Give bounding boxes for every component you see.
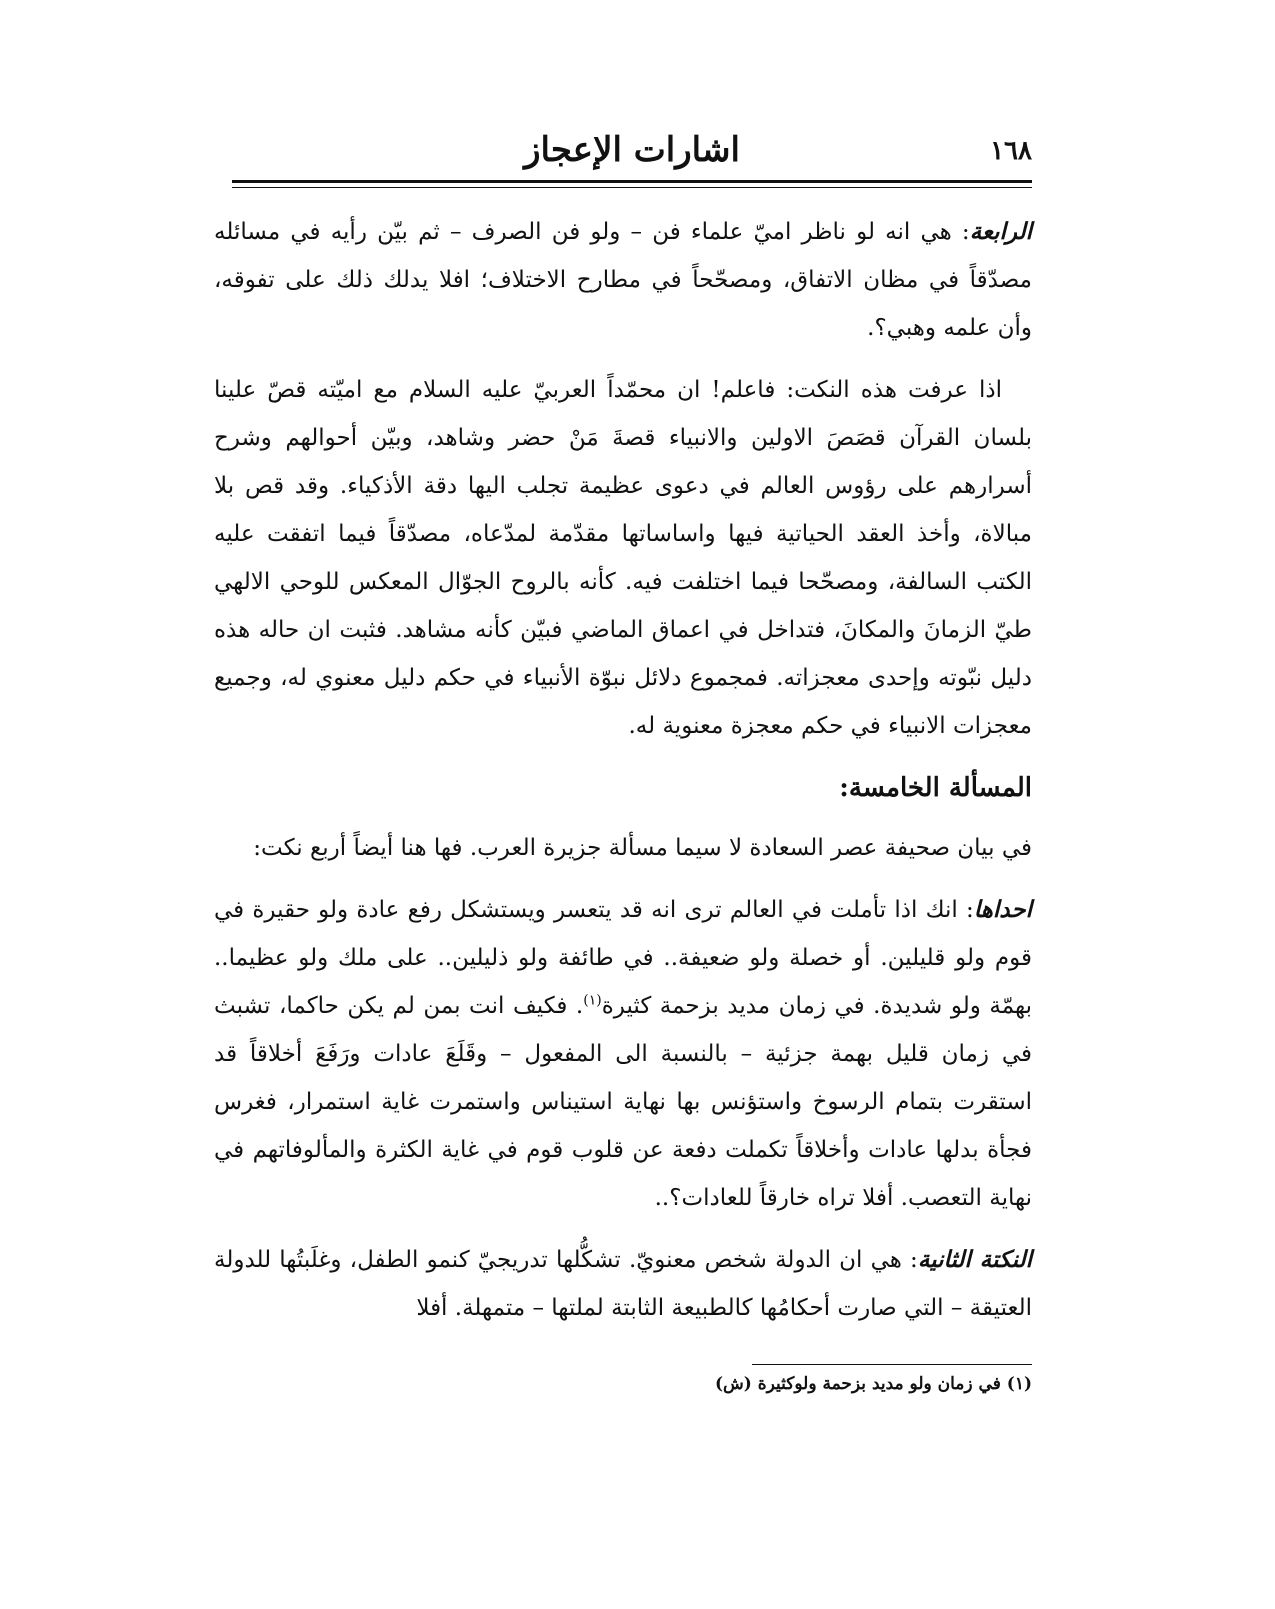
page-header [232, 130, 1032, 176]
header-rule-thick [232, 180, 1032, 183]
paragraph-first-point [214, 886, 1032, 1222]
footnote: (١) في زمان ولو مديد بزحمة ولوكثيرة (ش) [714, 1374, 1032, 1394]
paragraph-lead: احداها [973, 896, 1032, 923]
running-title: اشارات الإعجاز [524, 130, 740, 170]
paragraph-section-intro: في بيان صحيفة عصر السعادة لا سيما مسألة جزيرة العرب. فها هنا أيضاً أربع نكت: [253, 835, 1032, 861]
paragraph-lead: النكتة الثانية [917, 1246, 1032, 1273]
paragraph-text: : انك اذا تأملت في العالم ترى انه قد يتعسر ويستشكل رفع عادة ولو حقيرة في قوم ولو قليلين. أو خصلة ولو ضعيفة.. في طائفة ولو ذليلين.. على ملك ولو عظيما.. بهمّة ولو شديدة. في زمان مديد بزحمة كثيرة [214, 897, 1032, 1019]
paragraph-text: : هي انه لو ناظر اميّ علماء فن – ولو فن الصرف – ثم بيّن رأيه في مسائله مصدّقاً في مظان الاتفاق، ومصحّحاً في مطارح الاختلاف؛ افلا يدلك ذلك على تفوقه، وأن علمه وهبي؟. [214, 219, 1032, 341]
header-rule-thin [232, 187, 1032, 188]
section-heading: المسألة الخامسة: [839, 773, 1032, 803]
paragraph-lead: الرابعة [969, 218, 1032, 245]
paragraph-text: : هي ان الدولة شخص معنويّ. تشكُّلها تدريجيّ كنمو الطفل، وغلَبتُها للدولة العتيقة – التي صارت أحكامُها كالطبيعة الثابتة لملتها – متمهلة. أفلا [214, 1247, 1032, 1321]
paragraph-text: . فكيف انت بمن لم يكن حاكما، تشبث في زمان قليل بهمة جزئية – بالنسبة الى المفعول – وقَلَعَ عادات ورَفَعَ أخلاقاً قد استقرت بتمام الرسوخ واستؤنس بها نهاية استيناس واستمرت غاية استمرار، فغرس فجأة بدلها عادات وأخلاقاً تكملت دفعة عن قلوب قوم في غاية الكثرة والمألوفاتهم في نهاية التعصب. أفلا تراه خارقاً للعادات؟.. [214, 993, 1032, 1211]
paragraph-conclusion: اذا عرفت هذه النكت: فاعلم! ان محمّداً العربيّ عليه السلام مع اميّته قصّ علينا بلسان القرآن قصَصَ الاولين والانبياء قصةَ مَنْ حضر وشاهد، وبيّن أحوالهم وشرح أسرارهم على رؤوس العالم في دعوى عظيمة تجلب اليها دقة الأذكياء. وقد قص بلا مبالاة، وأخذ العقد الحياتية فيها واساساتها مقدّمة لمدّعاه، مصدّقاً فيما اتفقت عليه الكتب السالفة، ومصحّحا فيما اختلفت فيه. كأنه بالروح الجوّال المعكس للوحي الالهي طيّ الزمانَ والمكانَ، فتداخل في اعماق الماضي فبيّن كأنه مشاهد. فثبت ان حاله هذه دليل نبّوته وإحدى معجزاته. فمجموع دلائل نبوّة الأنبياء في حكم دليل معنوي له، وجميع معجزات الانبياء في حكم معجزة معنوية له. [214, 377, 1032, 739]
body-text [214, 208, 1032, 1346]
page-number: ١٦٨ [990, 136, 1032, 166]
paragraph-fourth-point [214, 208, 1032, 352]
footnote-rule [752, 1364, 1032, 1365]
paragraph-second-point [214, 1236, 1032, 1332]
footnote-reference[interactable]: (١) [583, 992, 602, 1009]
